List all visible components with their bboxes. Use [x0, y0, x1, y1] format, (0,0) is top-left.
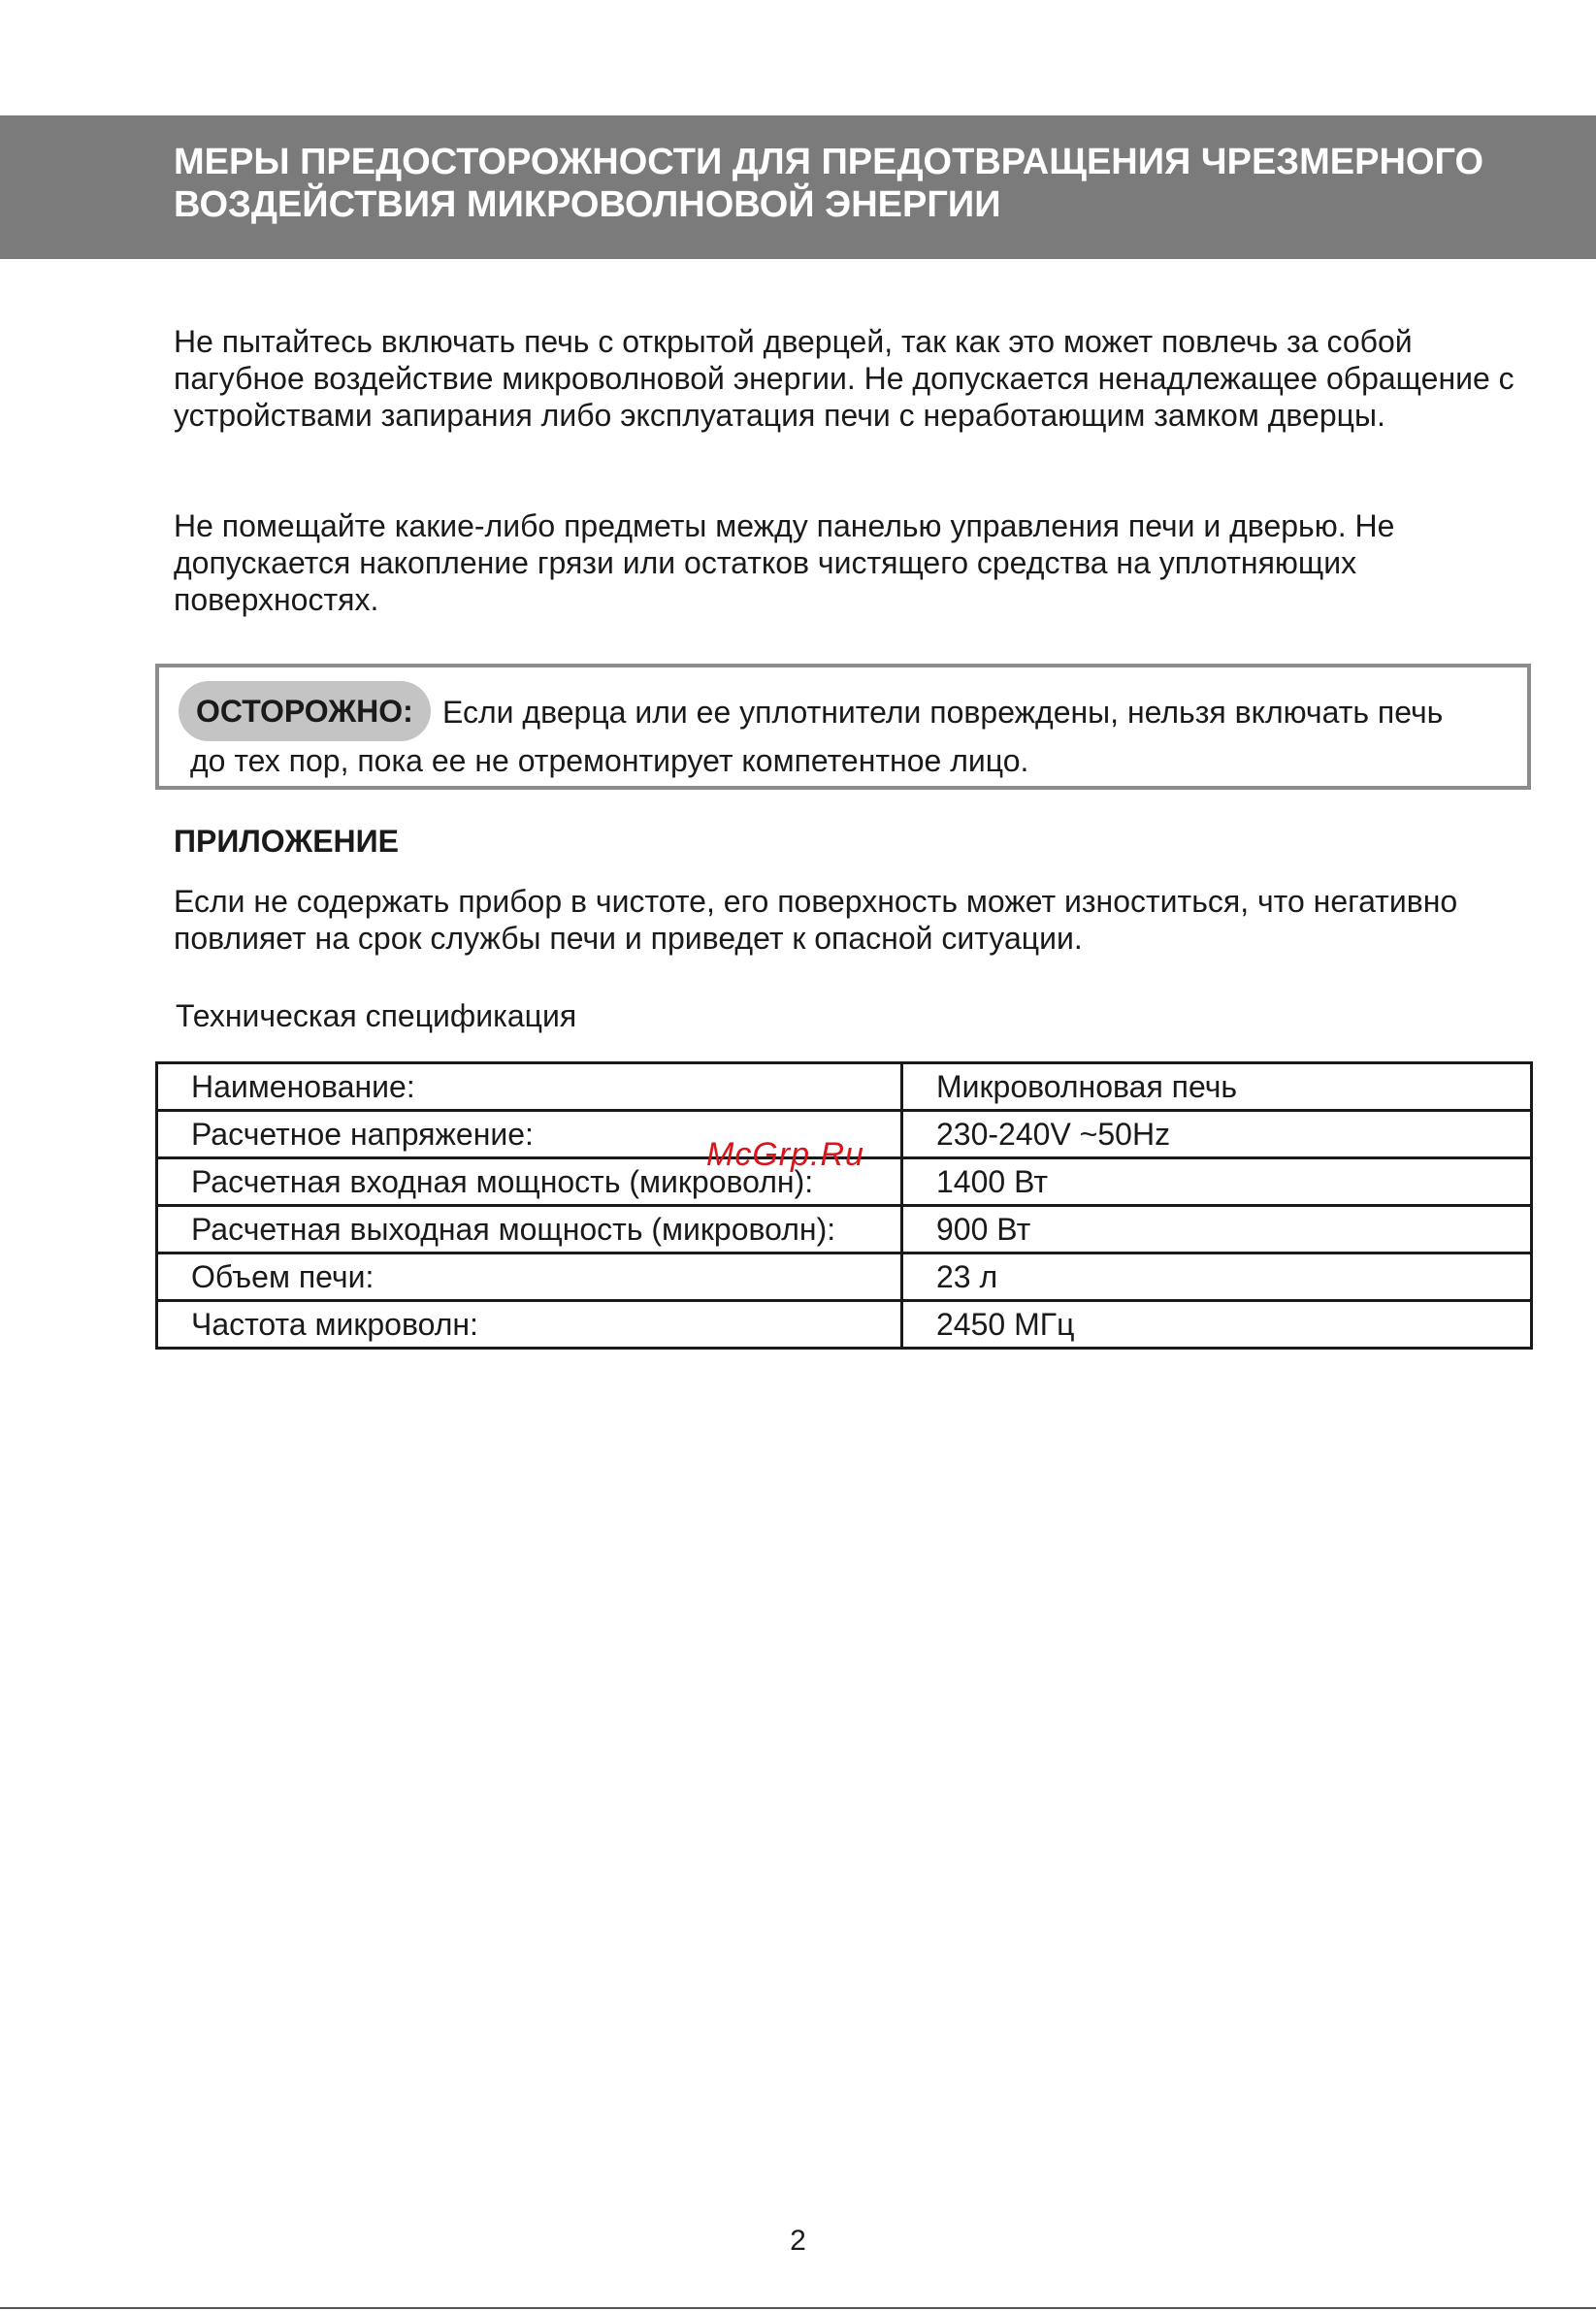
- spec-label: Наименование:: [157, 1063, 902, 1111]
- watermark-logo: McGrp.Ru: [706, 1136, 864, 1173]
- appendix-heading: ПРИЛОЖЕНИЕ: [174, 824, 399, 859]
- bottom-divider: [0, 2307, 1596, 2309]
- table-row: [157, 1063, 1532, 1111]
- spec-label: Расчетная выходная мощность (микроволн):: [157, 1206, 902, 1253]
- spec-value: 1400 Вт: [902, 1158, 1532, 1206]
- spec-label: Расчетное напряжение:: [157, 1111, 902, 1158]
- page-number: 2: [790, 2225, 806, 2257]
- caution-label: ОСТОРОЖНО:: [179, 681, 431, 741]
- spec-label: Частота микроволн:: [157, 1301, 902, 1349]
- spec-value: 900 Вт: [902, 1206, 1532, 1253]
- paragraph-open-door-warning: Не пытайтесь включать печь с открытой дверцей, так как это может повлечь за собой пагубное воздействие микроволновой энергии. Не допускается ненадлежащее обращение с устройствами запирания либо эксплуатация печи с неработающим замком дверцы.: [174, 324, 1515, 433]
- spec-value: Микроволновая печь: [902, 1063, 1532, 1111]
- spec-value: 2450 МГц: [902, 1301, 1532, 1349]
- spec-value: 230-240V ~50Hz: [902, 1111, 1532, 1158]
- table-row: [157, 1301, 1532, 1349]
- page-title: [174, 141, 1571, 226]
- spec-table: [155, 1061, 1533, 1350]
- caution-text-line2: до тех пор, пока ее не отремонтирует компетентное лицо.: [190, 743, 1029, 778]
- page-title-line1: МЕРЫ ПРЕДОСТОРОЖНОСТИ ДЛЯ ПРЕДОТВРАЩЕНИЯ ЧРЕЗМЕРНОГО: [174, 142, 1484, 182]
- spec-value: 23 л: [902, 1253, 1532, 1301]
- table-row: [157, 1253, 1532, 1301]
- spec-caption: Техническая спецификация: [176, 998, 577, 1033]
- spec-label: Расчетная входная мощность (микроволн):: [157, 1158, 902, 1206]
- caution-text-line1: Если дверца или ее уплотнители повреждены, нельзя включать печь: [442, 695, 1444, 730]
- spec-label: Объем печи:: [157, 1253, 902, 1301]
- paragraph-objects-warning: Не помещайте какие-либо предметы между панелью управления печи и дверью. Не допускается накопление грязи или остатков чистящего средства на уплотняющих поверхностях.: [174, 508, 1395, 617]
- page-title-line2: ВОЗДЕЙСТВИЯ МИКРОВОЛНОВОЙ ЭНЕРГИИ: [174, 184, 1001, 225]
- appendix-text: Если не содержать прибор в чистоте, его поверхность может изноститься, что негативно повлияет на срок службы печи и приведет к опасной ситуации.: [174, 884, 1458, 956]
- table-row: [157, 1206, 1532, 1253]
- caution-box: [155, 664, 1531, 790]
